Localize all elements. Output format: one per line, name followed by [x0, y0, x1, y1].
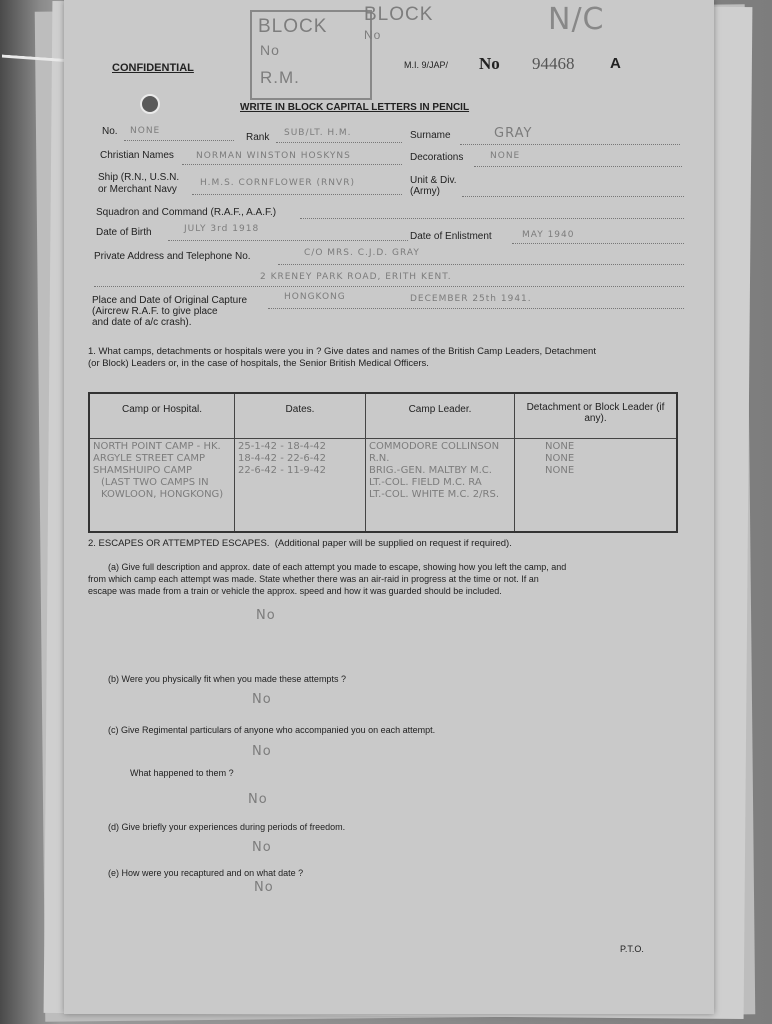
ship-value: H.M.S. CORNFLOWER (RNVR): [200, 178, 355, 188]
q2-title: 2. ESCAPES OR ATTEMPTED ESCAPES. (Additional paper will be supplied on request if required).: [88, 538, 512, 549]
stamp-no: No: [260, 42, 280, 58]
decorations-value: NONE: [490, 151, 521, 161]
christian-names-value: NORMAN WINSTON HOSKYNS: [196, 151, 351, 161]
no-value: NONE: [130, 126, 161, 136]
squadron-line: [300, 218, 684, 219]
q1-text-2: (or Block) Leaders or, in the case of hospitals, the Senior British Medical Officers.: [88, 358, 429, 369]
no-label: No.: [102, 126, 118, 137]
serial-suffix: A: [610, 55, 621, 72]
rank-label: Rank: [246, 132, 270, 143]
unit-line: [462, 196, 684, 197]
capture-date: DECEMBER 25th 1941.: [410, 294, 532, 304]
surname-line: [460, 144, 680, 145]
block-leader-cell: NONE NONE NONE: [515, 439, 678, 533]
q2b-answer: No: [252, 692, 272, 707]
unit-label-1: Unit & Div.: [410, 175, 457, 186]
capture-label-2: (Aircrew R.A.F. to give place: [92, 306, 218, 317]
ship-label-1: Ship (R.N., U.S.N.: [98, 172, 180, 183]
form-ref: M.I. 9/JAP/: [404, 60, 449, 70]
header-block-leader: Detachment or Block Leader (if any).: [515, 393, 678, 439]
header-dates: Dates.: [235, 393, 366, 439]
q2a-text-1: (a) Give full description and approx. date of each attempt you made to escape, showing how you left the camp, and: [108, 562, 567, 572]
header-camp: Camp or Hospital.: [89, 393, 235, 439]
q2c-followup-text: What happened to them ?: [130, 768, 234, 778]
christian-line: [182, 164, 402, 165]
q2a-text-2: from which camp each attempt was made. State whether there was an air-raid in progress at the time or not. If an: [88, 574, 539, 584]
corner-note: N/C: [548, 2, 605, 37]
q2a-answer: No: [256, 608, 276, 623]
pto-label: P.T.O.: [620, 944, 644, 954]
capture-line: [268, 308, 684, 309]
enlistment-line: [512, 243, 684, 244]
q2e-answer: No: [254, 880, 274, 895]
ship-label-2: or Merchant Navy: [98, 184, 177, 195]
camp-cell: NORTH POINT CAMP - HK. ARGYLE STREET CAMP SHAMSHUIPO CAMP (LAST TWO CAMPS IN KOWLOON, HONGKONG): [93, 441, 224, 500]
dob-value: JULY 3rd 1918: [184, 224, 260, 234]
q2a-text-3: escape was made from a train or vehicle the approx. speed and how it was guarded should be included.: [88, 586, 502, 596]
dob-label: Date of Birth: [96, 227, 152, 238]
serial-label: No: [479, 54, 500, 73]
capture-label-1: Place and Date of Original Capture: [92, 295, 248, 306]
q2c-answer: No: [252, 744, 272, 759]
q2c-text: (c) Give Regimental particulars of anyone who accompanied you on each attempt.: [108, 725, 436, 735]
punch-hole: [140, 94, 160, 114]
squadron-label: Squadron and Command (R.A.F., A.A.F.): [96, 207, 277, 218]
surname-value: GRAY: [494, 126, 533, 141]
surname-label: Surname: [410, 130, 451, 141]
no-line: [124, 140, 234, 141]
pencil-instruction: WRITE IN BLOCK CAPITAL LETTERS IN PENCIL: [240, 102, 470, 113]
header-leader: Camp Leader.: [366, 393, 515, 439]
unit-label-2: (Army): [410, 186, 440, 197]
address-value-1: C/O MRS. C.J.D. GRAY: [304, 248, 420, 258]
rank-value: SUB/LT. H.M.: [284, 128, 352, 138]
address-line-2: [94, 286, 684, 287]
stamp-block: BLOCK: [258, 16, 328, 37]
address-label: Private Address and Telephone No.: [94, 251, 251, 262]
ship-line: [192, 194, 402, 195]
stamp-rm: R.M.: [260, 68, 300, 87]
stamp-no-2: No: [364, 28, 382, 42]
q2c-followup-answer: No: [248, 792, 268, 807]
camps-table: [88, 392, 678, 533]
decorations-line: [474, 166, 682, 167]
q1-text-1: 1. What camps, detachments or hospitals were you in ? Give dates and names of the British Camp Leaders, Detachment: [88, 346, 596, 357]
dates-cell: 25-1-42 - 18-4-42 18-4-42 - 22-6-42 22-6-42 - 11-9-42: [235, 439, 366, 533]
christian-names-label: Christian Names: [100, 150, 174, 161]
address-line-1: [278, 264, 684, 265]
enlistment-label: Date of Enlistment: [410, 231, 492, 242]
stamp-block-2: BLOCK: [364, 4, 434, 25]
address-value-2: 2 KRENEY PARK ROAD, ERITH KENT.: [260, 272, 452, 282]
q2e-text: (e) How were you recaptured and on what date ?: [108, 868, 304, 878]
confidential-label: CONFIDENTIAL: [112, 62, 194, 74]
dob-line: [168, 240, 408, 241]
capture-place: HONGKONG: [284, 292, 346, 302]
decorations-label: Decorations: [410, 152, 464, 163]
q2d-text: (d) Give briefly your experiences during periods of freedom.: [108, 822, 346, 832]
enlistment-value: MAY 1940: [522, 230, 575, 240]
block-stamp-faded: [358, 2, 476, 46]
q2d-answer: No: [252, 840, 272, 855]
leader-cell: COMMODORE COLLINSON R.N. BRIG.-GEN. MALTBY M.C. LT.-COL. FIELD M.C. RA LT.-COL. WHITE M.C. 2/RS.: [366, 439, 515, 533]
q2b-text: (b) Were you physically fit when you made these attempts ?: [108, 674, 346, 684]
serial-number: 94468: [532, 54, 575, 73]
capture-label-3: and date of a/c crash).: [92, 317, 192, 328]
block-stamp: [250, 10, 372, 100]
rank-line: [276, 142, 402, 143]
